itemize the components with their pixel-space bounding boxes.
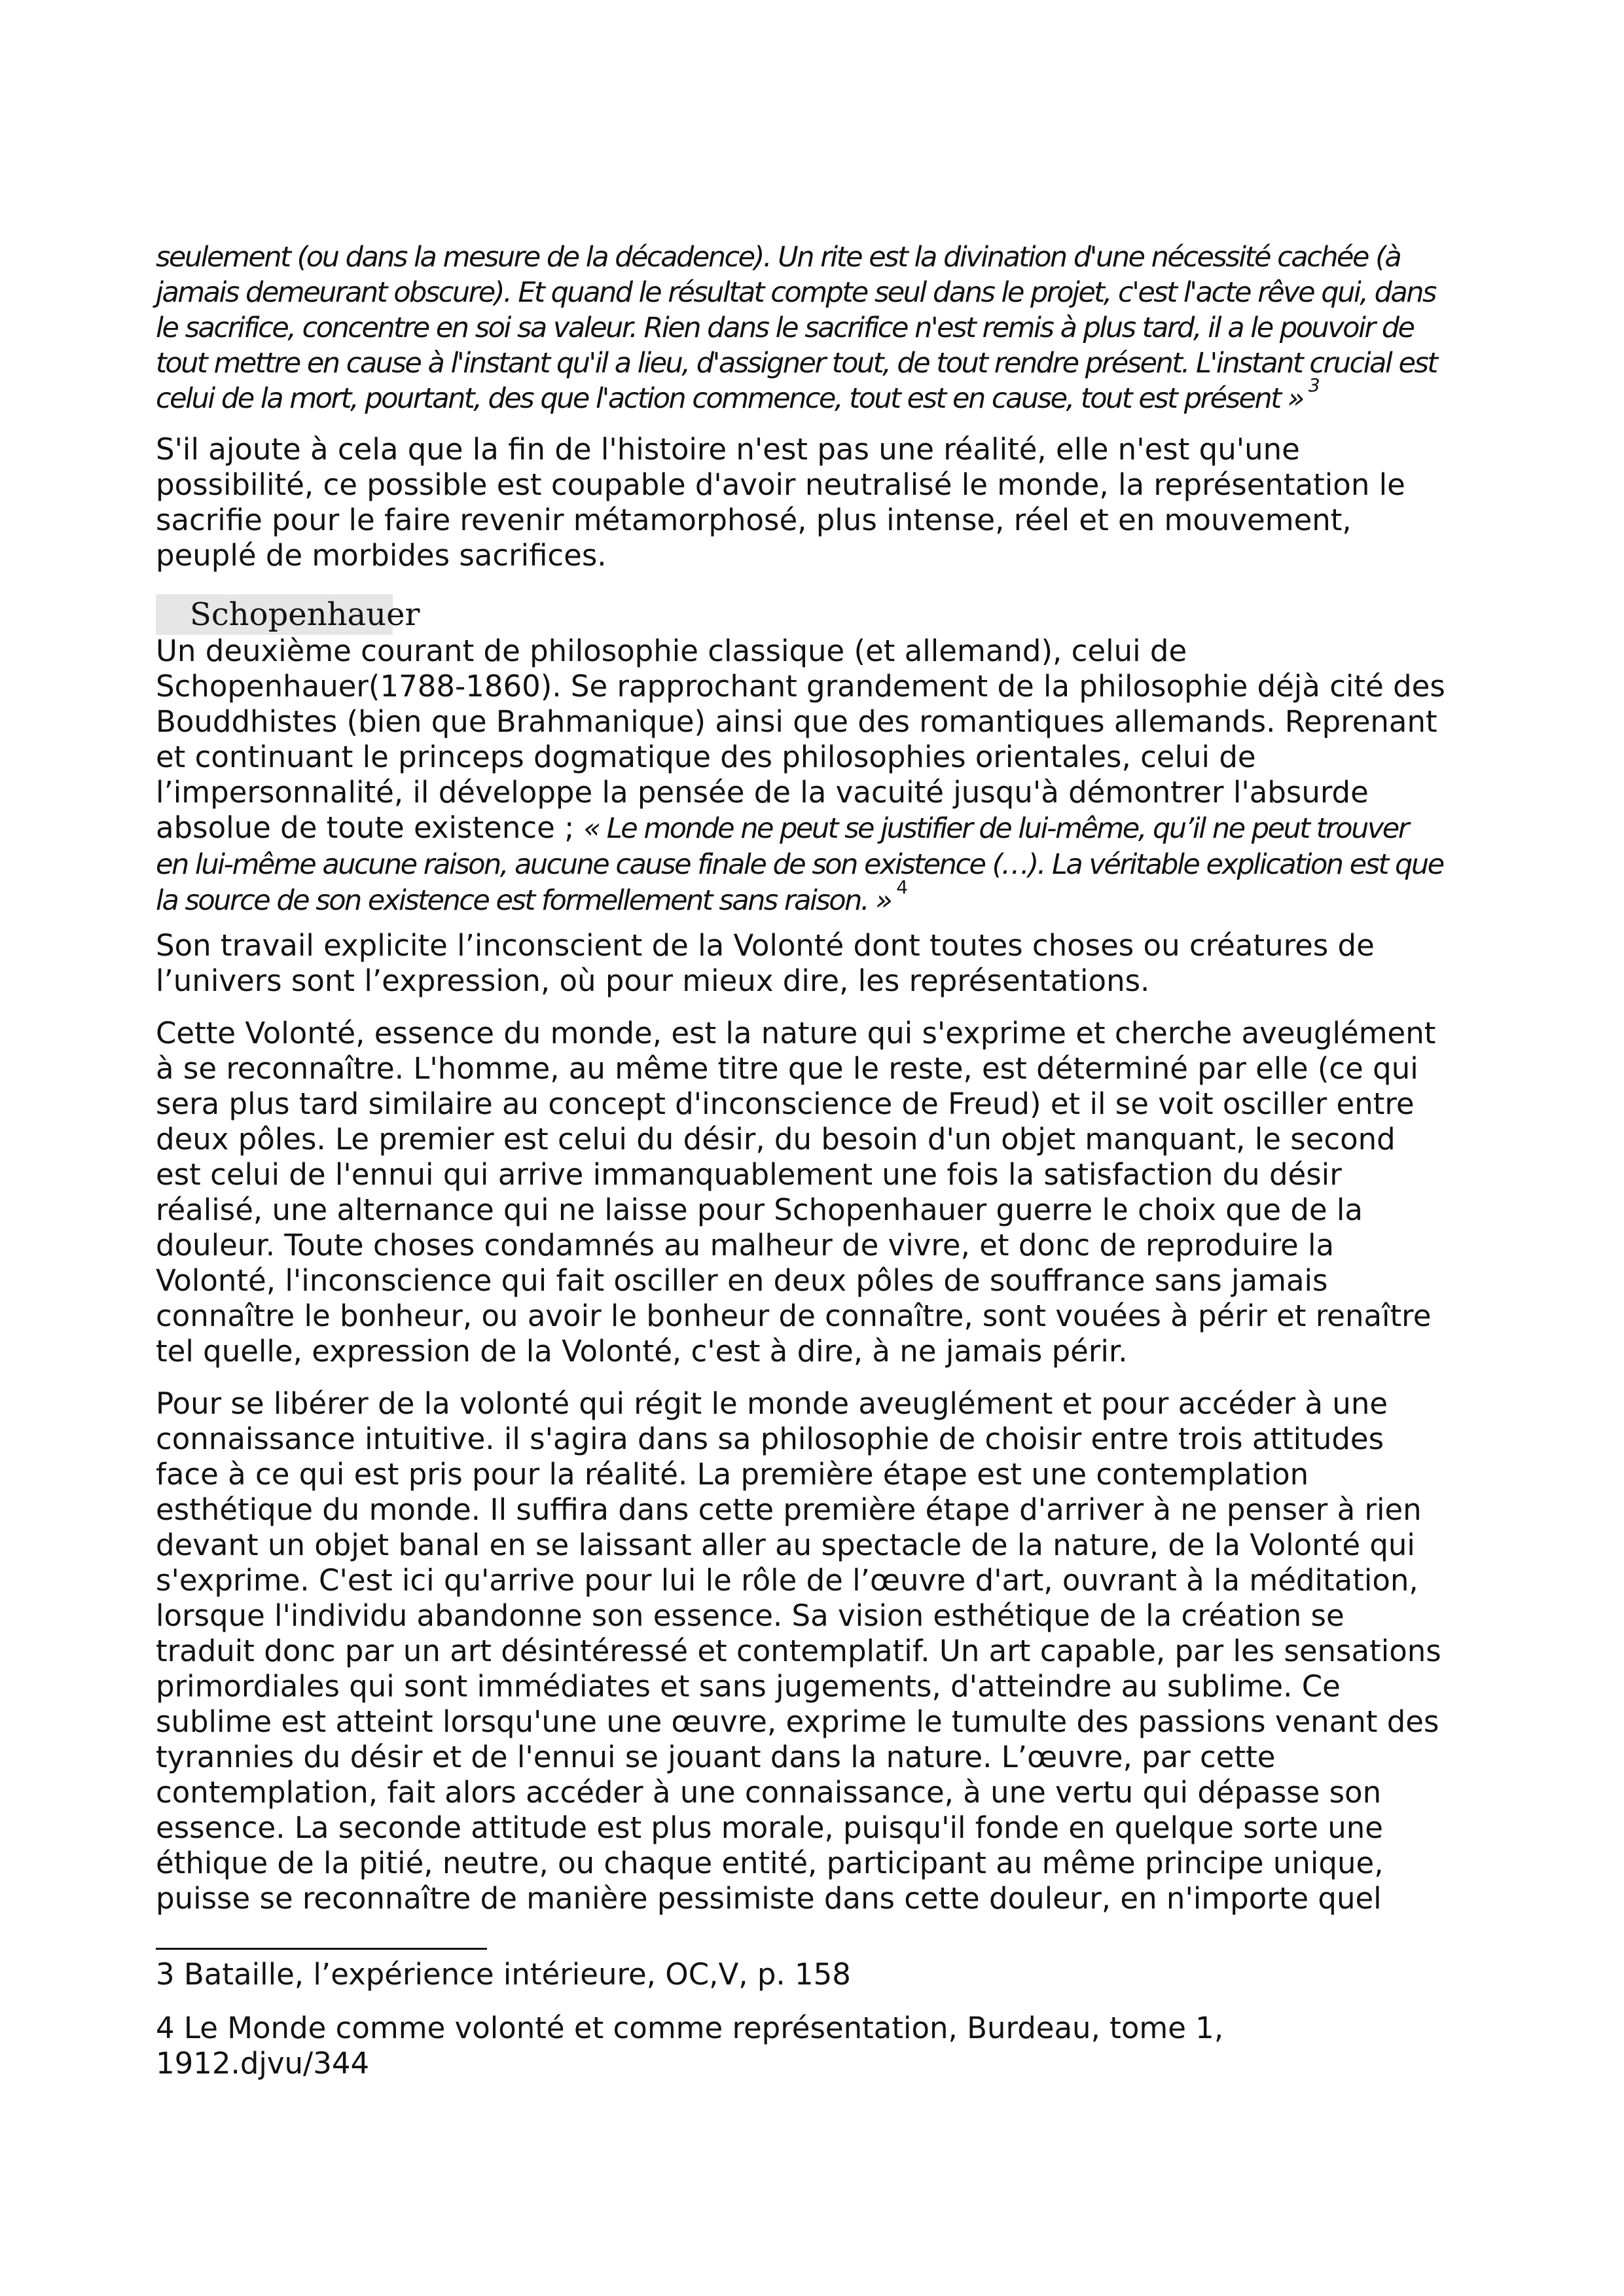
schopenhauer-quote: « Le monde ne peut se justifier de lui-même, qu’il ne peut trouver en lui-même aucune raison, aucune cause finale de son existence (…). La véritable explication est que la source de son existence est formellement sans raison. » bbox=[156, 812, 1443, 917]
paragraph-5-text: Pour se libérer de la volonté qui régit le monde aveuglément et pour accéder à une connaissance intuitive. il s'agira dans sa philosophie de choisir entre trois attitudes face à ce qui est pris pour la réalité. La première étape est une contemplation esthétique du monde. Il suffira dans cette première étape d'arriver à ne penser à rien devant un objet banal en se laissant aller au spectacle de la nature, de la Volonté qui s'exprime. C'est ici qu'arrive pour lui le rôle de l’œuvre d'art, ouvrant à la méditation, lorsque l'individu abandonne son essence. Sa vision esthétique de la création se traduit donc par un art désintéressé et contemplatif. Un art capable, par les sensations primordiales qui sont immédiates et sans jugements, d'atteindre au sublime. Ce sublime est atteint lorsqu'une une œuvre, exprime le tumulte des passions venant des tyrannies du désir et de l'ennui se jouant dans la nature. L’œuvre, par cette contemplation, fait alors accéder à une connaissance, à une vertu qui dépasse son essence. La seconde attitude est plus morale, puisqu'il fonde en quelque sorte une éthique de la pitié, neutre, ou chaque entité, participant au même principe unique, puisse se reconnaître de manière pessimiste dans cette douleur, en n'importe quel bbox=[156, 1386, 1441, 1916]
paragraph-1-text: S'il ajoute à cela que la fin de l'histoire n'est pas une réalité, elle n'est qu'une possibilité, ce possible est coupable d'avoir neutralisé le monde, la représentation le sacrifie pour le faire revenir métamorphosé, plus intense, réel et en mouvement, peuplé de morbides sacrifices. bbox=[156, 432, 1405, 573]
paragraph-4-text: Cette Volonté, essence du monde, est la nature qui s'exprime et cherche aveuglément à se reconnaître. L'homme, au même titre que le reste, est déterminé par elle (ce qui sera plus tard similaire au concept d'inconscience de Freud) et il se voit osciller entre deux pôles. Le premier est celui du désir, du besoin d'un objet manquant, le second est celui de l'ennui qui arrive immanquablement une fois la satisfaction du désir réalisé, une alternance qui ne laisse pour Schopenhauer guerre le choix que de la douleur. Toute choses condamnés au malheur de vivre, et donc de reproduire la Volonté, l'inconscience qui fait osciller en deux pôles de souffrance sans jamais connaître le bonheur, ou avoir le bonheur de connaître, sont vouées à périr et renaître tel quelle, expression de la Volonté, c'est à dire, à ne jamais périr. bbox=[156, 1016, 1436, 1369]
quote-text bbox=[156, 240, 1478, 416]
footnote-ref-4: 4 bbox=[896, 876, 909, 898]
paragraph-1 bbox=[156, 432, 1478, 573]
paragraph-5 bbox=[156, 1386, 1478, 1916]
footnote-ref-3: 3 bbox=[1308, 374, 1319, 396]
quote-block-bataille bbox=[156, 240, 1478, 416]
paragraph-2-body: Un deuxième courant de philosophie classique (et allemand), celui de Schopenhauer(1788-1860). Se rapprochant grandement de la philosophie déjà cité des Bouddhistes (bien que Brahmanique) ainsi que des romantiques allemands. Reprenant et continuant le princeps dogmatique des philosophies orientales, celui de l’impersonnalité, il développe la pensée de la vacuité jusqu'à démontrer l'absurde absolue de toute existence ; bbox=[156, 634, 1445, 845]
footnote-4: 4 Le Monde comme volonté et comme représentation, Burdeau, tome 1, 1912.djvu/344 bbox=[156, 2011, 1224, 2081]
paragraph-3 bbox=[156, 928, 1478, 999]
paragraph-2-text bbox=[156, 634, 1478, 918]
quote-text-body: seulement (ou dans la mesure de la décadence). Un rite est la divination d'une nécessité cachée (à jamais demeurant obscure). Et quand le résultat compte seul dans le projet, c'est l'acte rêve qui, dans le sacrifice, concentre en soi sa valeur. Rien dans le sacrifice n'est remis à plus tard, il a le pouvoir de tout mettre en cause à l'instant qu'il a lieu, d'assigner tout, de tout rendre présent. L'instant crucial est celui de la mort, pourtant, des que l'action commence, tout est en cause, tout est présent » bbox=[156, 241, 1437, 415]
paragraph-4 bbox=[156, 1016, 1478, 1369]
footnotes bbox=[156, 1957, 1478, 2081]
footnote-separator bbox=[156, 1948, 487, 1950]
paragraph-3-text: Son travail explicite l’inconscient de la Volonté dont toutes choses ou créatures de l’univers sont l’expression, où pour mieux dire, les représentations. bbox=[156, 928, 1375, 998]
section-heading: Schopenhauer bbox=[156, 594, 393, 635]
footnote-3: 3 Bataille, l’expérience intérieure, OC,V, p. 158 bbox=[156, 1957, 851, 1992]
paragraph-2 bbox=[156, 634, 1478, 918]
